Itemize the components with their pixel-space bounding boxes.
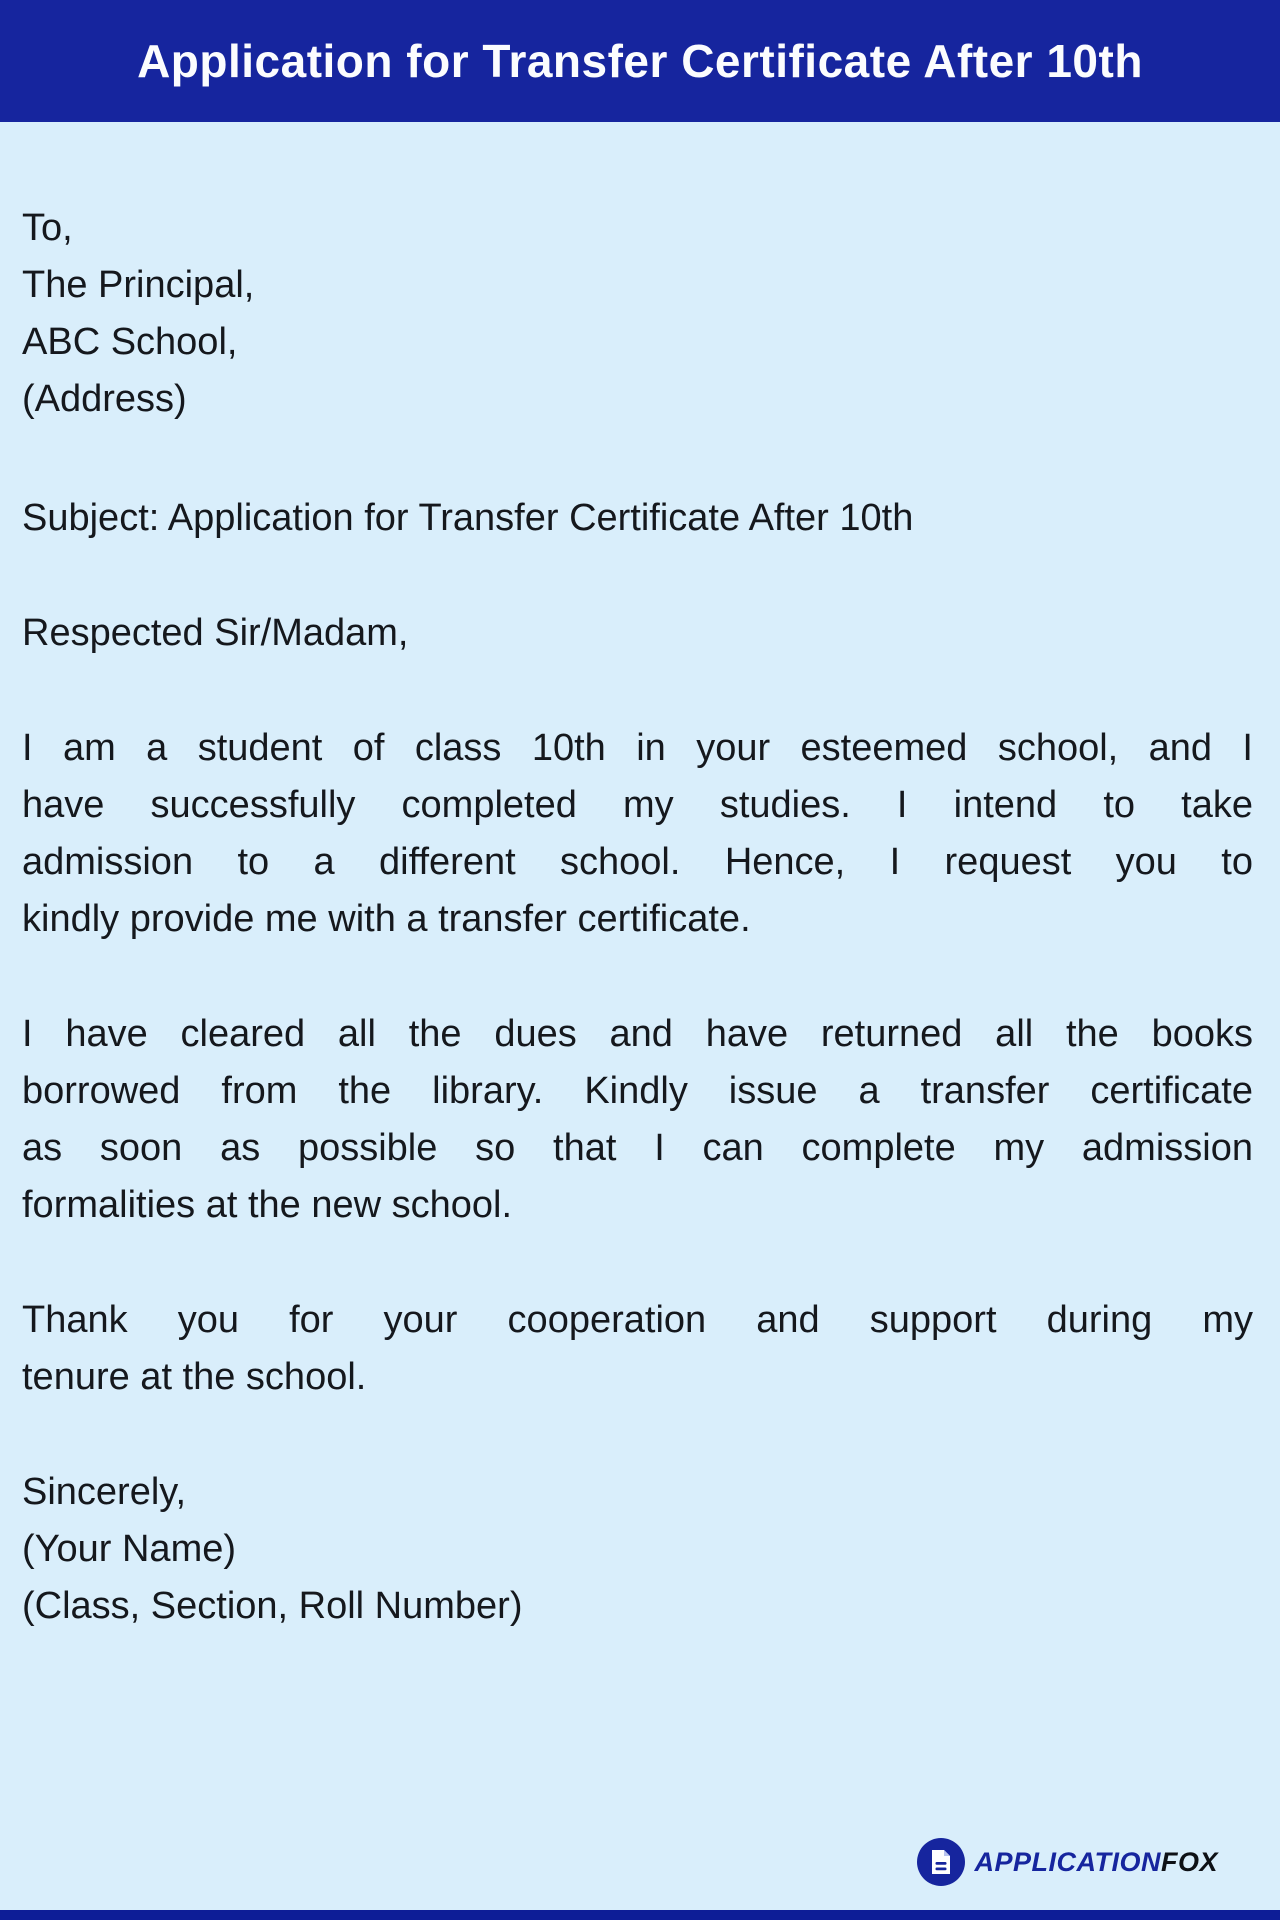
footer-bar [0, 1910, 1280, 1920]
closing-line: (Your Name) [22, 1528, 237, 1570]
header-bar [0, 0, 1280, 122]
closing-signature [22, 1464, 1253, 1635]
paragraph-line: tenure at the school. [22, 1356, 367, 1398]
paragraph-line: borrowed from the library. Kindly issue a transfer certificate [22, 1070, 1253, 1112]
brand-prefix-text: APPLICATION [974, 1846, 1161, 1877]
paragraph-line: kindly provide me with a transfer certificate. [22, 898, 751, 940]
paragraph-line: Thank you for your cooperation and support during my [22, 1299, 1253, 1341]
paragraph-line: I have cleared all the dues and have returned all the books [22, 1013, 1253, 1055]
closing-line: Sincerely, [22, 1471, 187, 1513]
paragraph-line: formalities at the new school. [22, 1184, 513, 1226]
paragraph-1 [22, 720, 1253, 948]
paragraph-line: admission to a different school. Hence, I request you to [22, 841, 1253, 883]
document-icon [917, 1838, 965, 1886]
closing-line: (Class, Section, Roll Number) [22, 1585, 523, 1627]
brand-logo [917, 1838, 1218, 1886]
brand-wordmark [974, 1847, 1218, 1878]
paragraph-line: have successfully completed my studies. I intend to take [22, 784, 1253, 826]
address-line: To, [22, 207, 73, 249]
address-line: (Address) [22, 378, 187, 420]
paragraph-line: I am a student of class 10th in your esteemed school, and I [22, 727, 1253, 769]
brand-suffix-text: FOX [1160, 1846, 1218, 1877]
salutation: Respected Sir/Madam, [22, 612, 409, 654]
page-title: Application for Transfer Certificate After 10th [137, 35, 1143, 87]
address-line: ABC School, [22, 321, 238, 363]
address-line: The Principal, [22, 264, 255, 306]
paragraph-2 [22, 1006, 1253, 1234]
letter-body [0, 122, 1280, 1635]
paragraph-line: as soon as possible so that I can complete my admission [22, 1127, 1253, 1169]
recipient-address [22, 200, 1253, 428]
paragraph-3 [22, 1292, 1253, 1406]
subject-line: Subject: Application for Transfer Certificate After 10th [22, 497, 914, 539]
